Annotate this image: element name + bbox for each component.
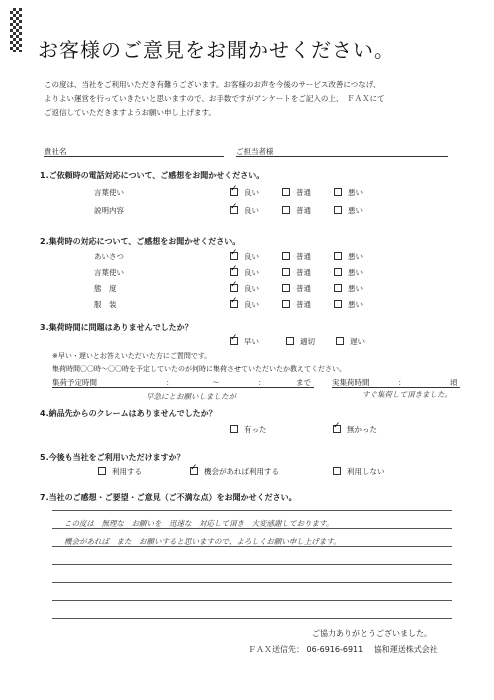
q5-question: 5.今後も当社をご利用いただけますか？ — [40, 453, 185, 462]
q5-option-no[interactable] — [333, 466, 385, 477]
checkbox[interactable] — [230, 425, 238, 433]
q4-question: 4.納品先からのクレームはありませんでしたか？ — [40, 409, 217, 418]
checkbox[interactable] — [333, 425, 341, 433]
handwritten-comment: この度は 無理な お願いを 迅速な 対応して頂き 大変感謝しております。 — [64, 519, 334, 528]
comment-line — [52, 618, 452, 619]
scheduled-time-field[interactable] — [52, 387, 314, 388]
option-label: 普通 — [296, 284, 311, 293]
checkbox[interactable] — [230, 252, 238, 260]
rating-option[interactable] — [282, 267, 311, 278]
option-label: 早い — [244, 337, 259, 346]
time-colon: ： — [398, 378, 406, 387]
checkbox[interactable] — [230, 300, 238, 308]
option-label: 普通 — [296, 300, 311, 309]
checkbox[interactable] — [336, 337, 344, 345]
intro-line: ご返信していただきますようお願い申し上げます。 — [44, 108, 216, 117]
checkbox[interactable] — [286, 337, 294, 345]
q1-question: 1.ご依頼時の電話対応について、ご感想をお聞かせください。 — [40, 171, 265, 180]
contact-label: ご担当者様 — [236, 147, 274, 156]
actual-time-field[interactable] — [332, 387, 460, 388]
option-label: 普通 — [296, 188, 311, 197]
rating-option[interactable] — [334, 187, 363, 198]
checkbox[interactable] — [230, 188, 238, 196]
q3-question: 3.集荷時間に問題はありませんでしたか？ — [40, 323, 193, 332]
intro-text — [44, 78, 464, 120]
scheduled-time-label: 集荷予定時間 — [52, 378, 97, 387]
checkbox[interactable] — [333, 467, 341, 475]
time-colon: ： — [258, 378, 266, 387]
option-label: 有った — [244, 425, 267, 434]
checkbox[interactable] — [98, 467, 106, 475]
row-label: 言葉使い — [94, 268, 124, 277]
option-label: 普通 — [296, 206, 311, 215]
rating-option[interactable] — [282, 187, 311, 198]
handwritten-note: 早急にとお願いしましたが — [146, 392, 236, 401]
option-label: 良い — [244, 268, 259, 277]
q3-note-detail: 集荷時間〇〇時～〇〇時を予定していたのが何時に集荷させていただいたか教えてください。 — [52, 365, 346, 373]
row-label: 言葉使い — [94, 188, 124, 197]
time-around: 頃 — [450, 378, 458, 387]
checkbox[interactable] — [334, 252, 342, 260]
checkbox[interactable] — [230, 337, 238, 345]
q3-option-early[interactable] — [230, 336, 259, 347]
rating-option[interactable] — [230, 187, 259, 198]
option-label: 良い — [244, 252, 259, 261]
fax-label: ＦＡＸ送信先： — [248, 645, 304, 654]
option-label: 悪い — [348, 300, 363, 309]
rating-option[interactable] — [230, 205, 259, 216]
handwritten-note: すぐ集荷して頂きました。 — [362, 390, 452, 399]
checkbox[interactable] — [190, 467, 198, 475]
checkbox[interactable] — [230, 206, 238, 214]
rating-option[interactable] — [334, 251, 363, 262]
checkbox[interactable] — [230, 268, 238, 276]
option-label: 悪い — [348, 284, 363, 293]
intro-line: この度は、当社をご利用いただき有難うございます。お客様のお声を今後のサービス改善につなげ、 — [44, 80, 381, 89]
comment-line — [52, 510, 452, 511]
intro-line: よりよい運営を行っていきたいと思いますので、お手数ですがアンケートをご記入の上、 ＦＡＸにて — [44, 94, 385, 103]
option-label: 機会があれば利用する — [204, 467, 279, 476]
checkbox[interactable] — [334, 206, 342, 214]
row-label: 態 度 — [94, 284, 117, 293]
q4-option-no[interactable] — [333, 424, 377, 435]
comment-line — [52, 564, 452, 565]
rating-option[interactable] — [282, 251, 311, 262]
q4-option-yes[interactable] — [230, 424, 267, 435]
option-label: 良い — [244, 188, 259, 197]
rating-option[interactable] — [334, 283, 363, 294]
rating-option[interactable] — [282, 283, 311, 294]
time-tilde: ～ — [212, 378, 220, 387]
option-label: 無かった — [347, 425, 377, 434]
checker-decoration — [10, 8, 22, 52]
q3-option-right[interactable] — [286, 336, 315, 347]
option-label: 悪い — [348, 268, 363, 277]
checkbox[interactable] — [334, 300, 342, 308]
rating-option[interactable] — [230, 267, 259, 278]
contact-field[interactable] — [236, 156, 448, 157]
rating-option[interactable] — [334, 267, 363, 278]
comment-line — [52, 582, 452, 583]
option-label: 良い — [244, 206, 259, 215]
actual-time-label: 実集荷時間 — [332, 378, 370, 387]
rating-option[interactable] — [230, 251, 259, 262]
fax-info — [248, 644, 438, 655]
checkbox[interactable] — [282, 206, 290, 214]
option-label: 適切 — [300, 337, 315, 346]
q3-note: ※早い・遅いとお答えいただいた方にご質問です。 — [52, 352, 212, 360]
handwritten-comment: 機会があれば また お願いすると思いますので、よろしくお願い申し上げます。 — [64, 537, 341, 546]
q7-question: 7.当社のご感想・ご要望・ご意見（ご不満な点）をお聞かせください。 — [40, 493, 297, 502]
comment-line — [52, 600, 452, 601]
option-label: 利用する — [112, 467, 142, 476]
option-label: 普通 — [296, 268, 311, 277]
option-label: 良い — [244, 284, 259, 293]
checkbox[interactable] — [334, 268, 342, 276]
option-label: 良い — [244, 300, 259, 309]
checkbox[interactable] — [334, 284, 342, 292]
option-label: 普通 — [296, 252, 311, 261]
row-label: 説明内容 — [94, 206, 124, 215]
rating-option[interactable] — [230, 299, 259, 310]
option-label: 悪い — [348, 188, 363, 197]
fax-number: 06-6916-6911 — [306, 645, 364, 654]
q2-question: 2.集荷時の対応について、ご感想をお聞かせください。 — [40, 237, 241, 246]
option-label: 悪い — [348, 252, 363, 261]
company-name: 協和運送株式会社 — [373, 645, 438, 654]
rating-option[interactable] — [282, 205, 311, 216]
company-field[interactable] — [44, 156, 224, 157]
checkbox[interactable] — [282, 300, 290, 308]
time-colon: ： — [166, 378, 174, 387]
option-label: 悪い — [348, 206, 363, 215]
company-label: 貴社名 — [44, 147, 67, 156]
rating-option[interactable] — [334, 299, 363, 310]
checkbox[interactable] — [282, 252, 290, 260]
rating-option[interactable] — [282, 299, 311, 310]
row-label: 服 装 — [94, 300, 117, 309]
checkbox[interactable] — [230, 284, 238, 292]
q5-option-maybe[interactable] — [190, 466, 279, 477]
option-label: 遅い — [350, 337, 365, 346]
row-label: あいさつ — [94, 252, 124, 261]
q3-option-late[interactable] — [336, 336, 365, 347]
time-until: まで — [296, 378, 311, 387]
checkbox[interactable] — [282, 284, 290, 292]
page-title: お客様のご意見をお聞かせください。 — [38, 38, 395, 62]
checkbox[interactable] — [282, 188, 290, 196]
q5-option-use[interactable] — [98, 466, 142, 477]
rating-option[interactable] — [230, 283, 259, 294]
checkbox[interactable] — [282, 268, 290, 276]
option-label: 利用しない — [347, 467, 385, 476]
rating-option[interactable] — [334, 205, 363, 216]
thanks-text: ご協力ありがとうございました。 — [312, 629, 432, 638]
checkbox[interactable] — [334, 188, 342, 196]
